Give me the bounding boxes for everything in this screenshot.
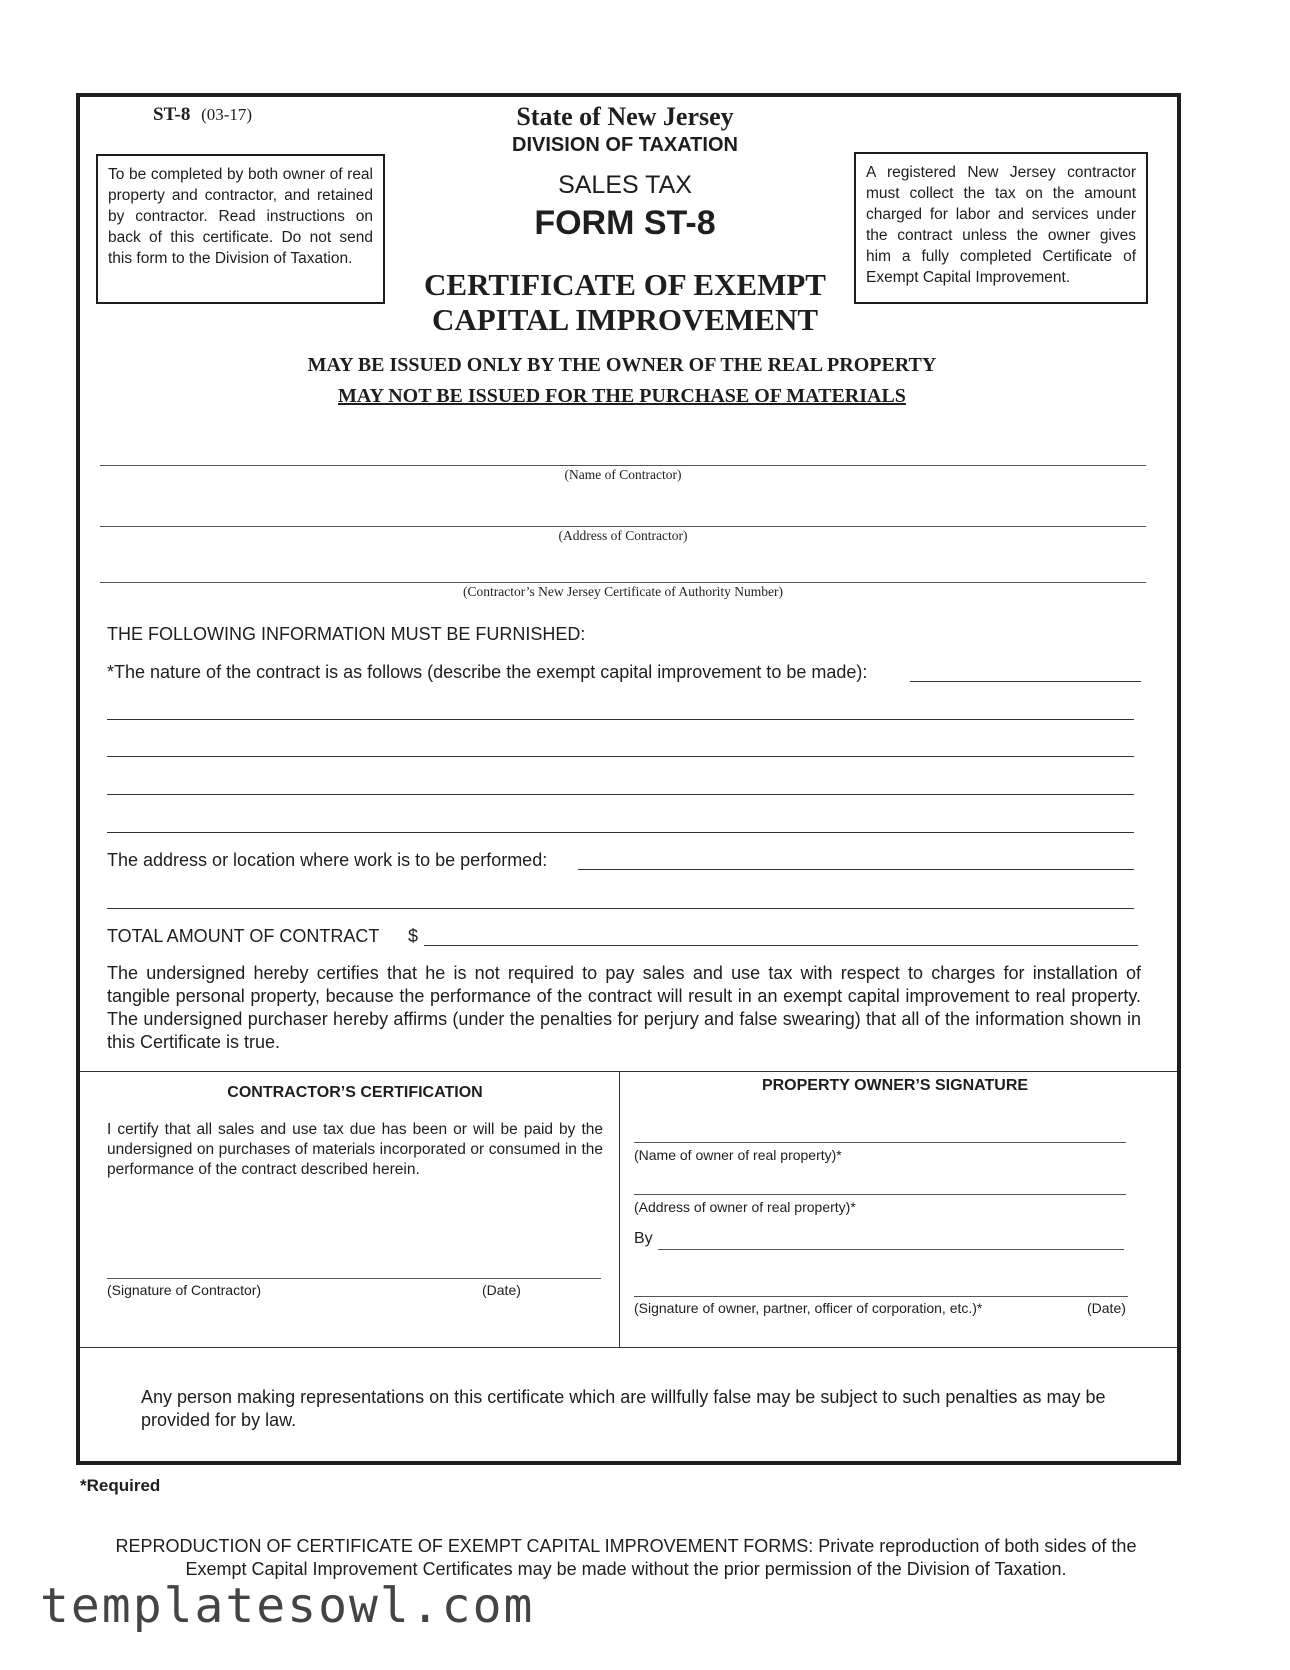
left-instruction-box (96, 154, 385, 304)
section-divider-bottom (80, 1347, 1177, 1348)
currency-symbol: $ (408, 926, 419, 946)
owner-signature-field[interactable] (634, 1296, 1128, 1297)
by-field[interactable] (658, 1249, 1124, 1250)
purchaser-certification-text: The undersigned hereby certifies that he is not required to pay sales and use tax with respect to charges for installation of tangible personal property, because the performance of the contract will result in an exempt capital improvement to real property. The undersigned purchaser hereby affirms (under the penalties for perjury and false swearing) that all of the information shown in this Certificate is true. (107, 963, 1141, 1052)
reproduction-note: REPRODUCTION OF CERTIFICATE OF EXEMPT CAPITAL IMPROVEMENT FORMS: Private reproduction of both sides of the Exempt Capital Improvement Certificates may be made without the prior permission of the Division of Taxation. (115, 1536, 1137, 1579)
info-heading: THE FOLLOWING INFORMATION MUST BE FURNISHED: (107, 624, 586, 644)
contractor-authority-field[interactable] (100, 582, 1146, 583)
by-label: By (634, 1230, 653, 1247)
right-instruction-text: A registered New Jersey contractor must collect the tax on the amount charged for labor and services under the contract unless the owner gives him a fully completed Certificate of Exempt Capital Improvement. (866, 164, 1136, 286)
contractor-signature-caption: (Signature of Contractor) (107, 1282, 262, 1298)
form-id-line (153, 104, 252, 126)
nature-field-line-2[interactable] (107, 756, 1134, 757)
title-line-1: CERTIFICATE OF EXEMPT (424, 267, 826, 302)
contractor-name-caption: (Name of Contractor) (564, 467, 682, 482)
form-name: FORM ST-8 (534, 204, 716, 242)
right-instruction-box (854, 152, 1148, 304)
section-divider-vertical (619, 1071, 620, 1347)
watermark-text: templatesowl.com (40, 1578, 535, 1634)
nature-field-line-1[interactable] (107, 719, 1134, 720)
owner-name-field[interactable] (634, 1142, 1126, 1143)
owner-date-caption: (Date) (1087, 1300, 1126, 1316)
owner-address-caption: (Address of owner of real property)* (634, 1199, 856, 1215)
purchase-restriction: MAY NOT BE ISSUED FOR THE PURCHASE OF MATERIALS (338, 385, 906, 407)
contractor-authority-caption: (Contractor’s New Jersey Certificate of Authority Number) (463, 584, 783, 599)
nature-label: *The nature of the contract is as follows (describe the exempt capital improvement to be made): (107, 662, 868, 682)
division-name: DIVISION OF TAXATION (512, 134, 738, 156)
owner-signature-caption: (Signature of owner, partner, officer of corporation, etc.)* (634, 1300, 983, 1316)
title-line-2: CAPITAL IMPROVEMENT (431, 302, 819, 337)
total-label: TOTAL AMOUNT OF CONTRACT (107, 926, 380, 946)
contractor-signature-field[interactable] (107, 1278, 601, 1279)
location-field-line-2[interactable] (107, 908, 1134, 909)
location-label: The address or location where work is to be performed: (107, 850, 548, 870)
required-note: *Required (80, 1476, 161, 1495)
left-instruction-text: To be completed by both owner of real property and contractor, and retained by contractor. Read instructions on back of this certificate. Do not send this form to the Division of Taxation. (108, 166, 373, 267)
contractor-address-field[interactable] (100, 526, 1146, 527)
tax-type: SALES TAX (558, 171, 692, 199)
penalty-notice: Any person making representations on this certificate which are willfully false may be subject to such penalties as may be provided for by law. (141, 1387, 1106, 1430)
owner-address-field[interactable] (634, 1194, 1126, 1195)
contractor-cert-heading: CONTRACTOR’S CERTIFICATION (227, 1084, 483, 1101)
nature-field-line-4[interactable] (107, 832, 1134, 833)
contractor-address-caption: (Address of Contractor) (558, 528, 688, 543)
form-revision: (03-17) (201, 105, 253, 124)
form-id: ST-8 (153, 104, 191, 125)
location-field-line-1[interactable] (578, 869, 1134, 870)
issue-restriction: MAY BE ISSUED ONLY BY THE OWNER OF THE REAL PROPERTY (307, 354, 937, 376)
owner-signature-heading: PROPERTY OWNER’S SIGNATURE (761, 1077, 1029, 1094)
total-amount-field[interactable] (424, 945, 1138, 946)
contractor-name-field[interactable] (100, 465, 1146, 466)
nature-field-line-0[interactable] (910, 681, 1141, 682)
contractor-date-caption: (Date) (482, 1282, 521, 1298)
section-divider-top (80, 1071, 1177, 1072)
nature-field-line-3[interactable] (107, 794, 1134, 795)
state-name: State of New Jersey (516, 102, 734, 131)
owner-name-caption: (Name of owner of real property)* (634, 1147, 842, 1163)
contractor-cert-text: I certify that all sales and use tax due has been or will be paid by the undersigned on purchases of materials incorporated or consumed in the performance of the contract described herein. (107, 1121, 603, 1178)
